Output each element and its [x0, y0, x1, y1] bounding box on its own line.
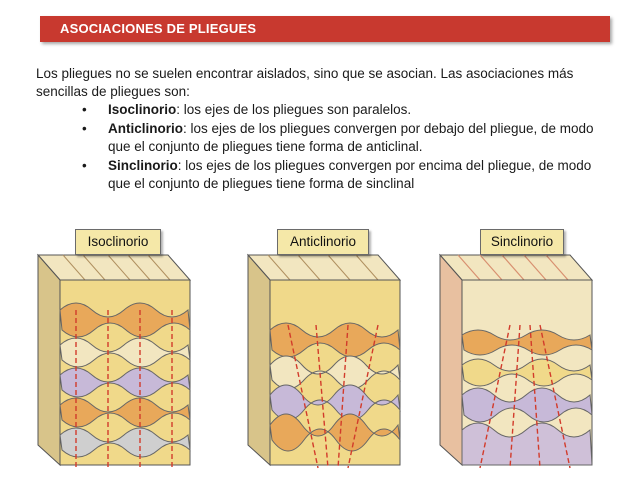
list-item-isoclinorio	[82, 101, 602, 119]
def-isoclinorio: : los ejes de los pliegues son paralelos.	[176, 102, 412, 117]
bullet-icon: •	[82, 102, 87, 117]
page-title: ASOCIACIONES DE PLIEGUES	[60, 21, 257, 36]
def-sinclinorio: : los ejes de los pliegues convergen por encima del pliegue, de modo que el conjunto de pliegues tiene forma de sinclinal	[108, 158, 592, 191]
label-anticlinorio: Anticlinorio	[277, 229, 369, 255]
anticlinorio-diagram	[238, 250, 408, 470]
term-sinclinorio: Sinclinorio	[108, 158, 178, 173]
sinclinorio-diagram	[430, 250, 605, 470]
title-bar	[40, 16, 610, 42]
bullet-icon: •	[82, 121, 87, 136]
term-anticlinorio: Anticlinorio	[108, 121, 183, 136]
def-anticlinorio: : los ejes de los pliegues convergen por debajo del pliegue, de modo que el conjunto de pliegues tiene forma de anticlinal.	[108, 121, 594, 154]
isoclinorio-diagram	[28, 250, 198, 470]
bullet-list	[82, 101, 602, 194]
list-item-sinclinorio	[82, 157, 602, 193]
label-sinclinorio: Sinclinorio	[480, 229, 564, 255]
intro-paragraph: Los pliegues no se suelen encontrar aislados, sino que se asocian. Las asociaciones más sencillas de pliegues son:	[36, 66, 574, 99]
label-isoclinorio: Isoclinorio	[75, 229, 161, 255]
bullet-icon: •	[82, 158, 87, 173]
term-isoclinorio: Isoclinorio	[108, 102, 177, 117]
list-item-anticlinorio	[82, 120, 602, 156]
